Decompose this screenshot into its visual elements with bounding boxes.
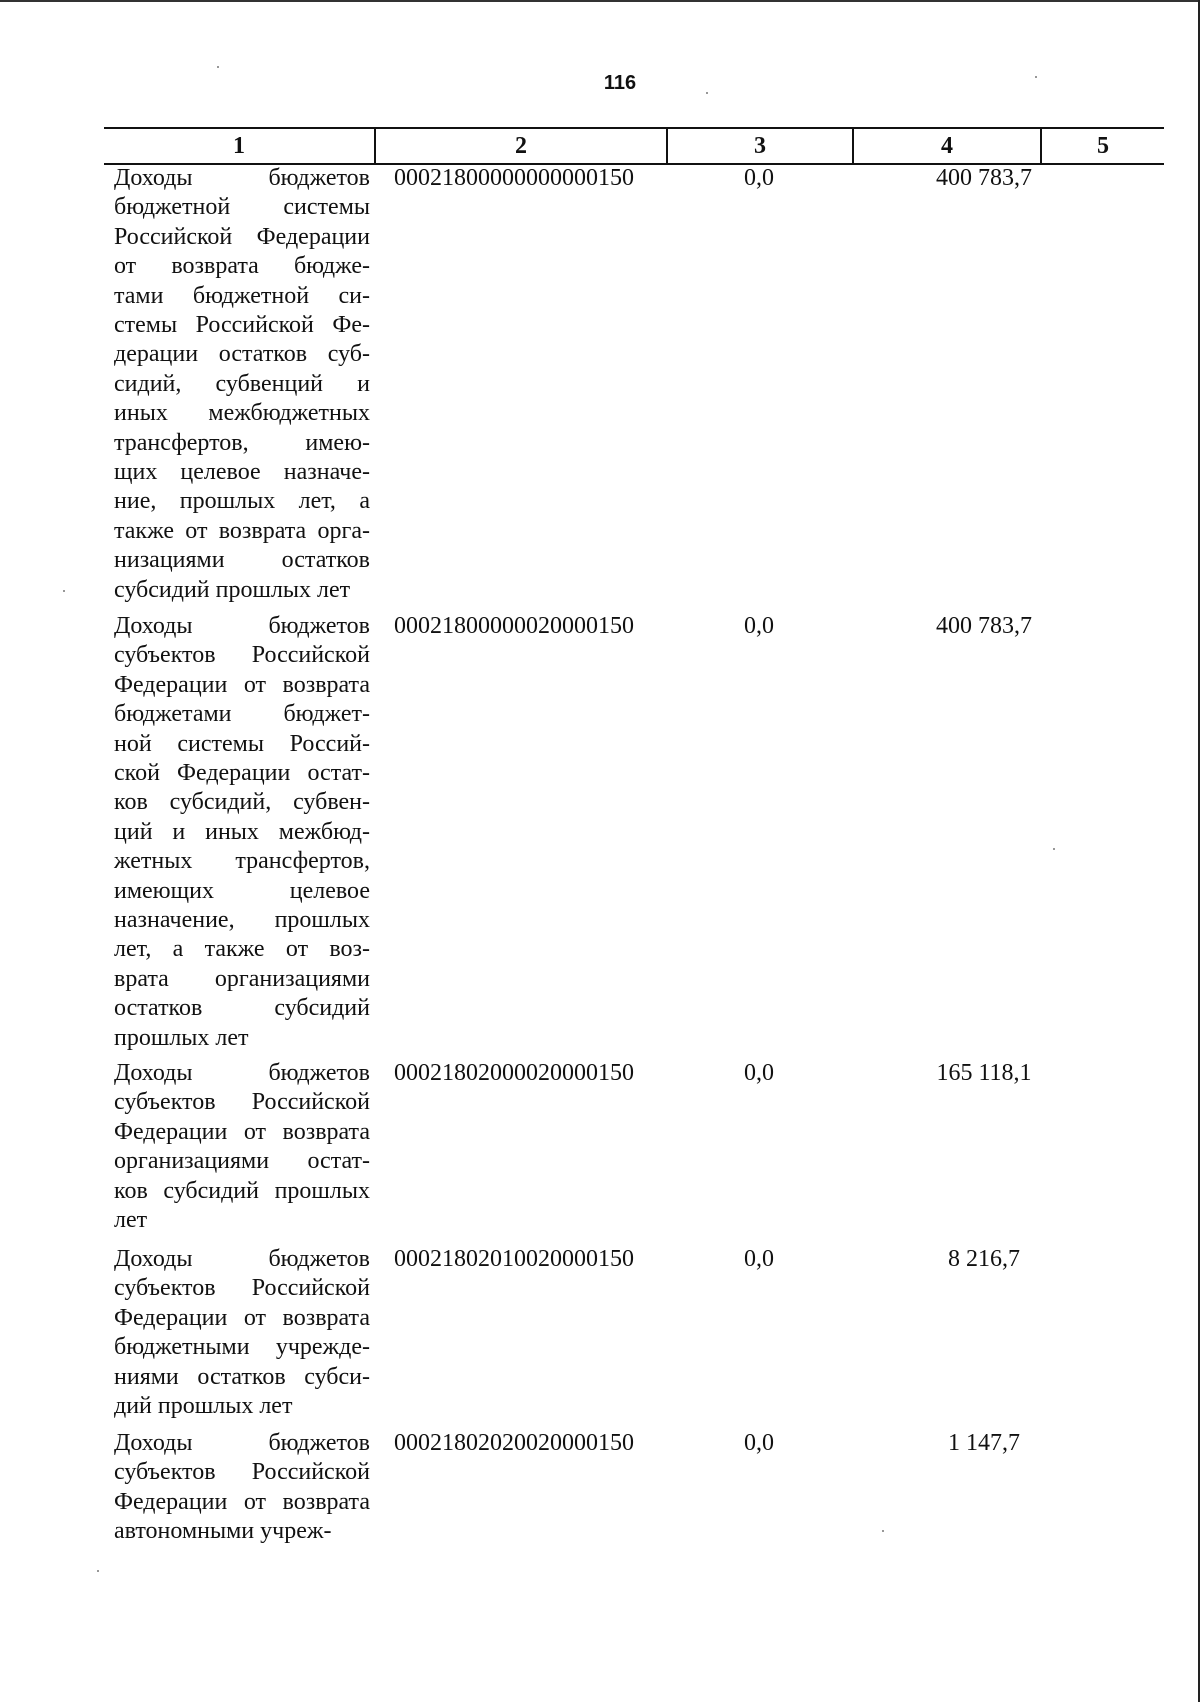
- scan-speck: [63, 590, 65, 592]
- row-description: [114, 612, 370, 1053]
- description-line: остатков субсидий: [114, 995, 370, 1022]
- header-col-3: 3: [754, 133, 766, 159]
- description-line: Федерации от возврата: [114, 671, 370, 698]
- description-line: врата организациями: [114, 965, 370, 992]
- row-budget-code: 00021802020020000150: [394, 1430, 634, 1456]
- row-col3-value: 0,0: [744, 613, 774, 639]
- description-line: низациями остатков: [114, 547, 370, 574]
- description-line: сидий, субвенций и: [114, 370, 370, 397]
- description-line: субъектов Российской: [114, 1089, 370, 1116]
- row-col3-value: 0,0: [744, 1246, 774, 1272]
- description-line: ской Федерации остат-: [114, 760, 370, 787]
- row-description: [114, 1059, 370, 1235]
- row-col4-value: 400 783,7: [936, 613, 1032, 639]
- description-line: иных межбюджетных: [114, 400, 370, 427]
- scan-speck: [882, 1530, 884, 1532]
- description-line: Доходы бюджетов: [114, 613, 370, 639]
- budget-table: [104, 127, 1164, 1545]
- description-line: ков субсидий прошлых: [114, 1177, 370, 1204]
- description-line: бюджетами бюджет-: [114, 701, 370, 728]
- description-line: субъектов Российской: [114, 642, 370, 669]
- description-line: трансфертов, имею-: [114, 429, 370, 456]
- scan-speck: [1035, 76, 1037, 78]
- description-line: Доходы бюджетов: [114, 1060, 370, 1086]
- description-line: жетных трансфертов,: [114, 848, 370, 875]
- description-line: дий прошлых лет: [114, 1393, 293, 1420]
- description-line: бюджетными учрежде-: [114, 1334, 370, 1361]
- description-line: стемы Российской Фе-: [114, 312, 370, 339]
- description-line: бюджетной системы: [114, 194, 370, 221]
- header-col-5: 5: [1097, 133, 1109, 159]
- description-line: Федерации от возврата: [114, 1488, 370, 1515]
- description-line: Доходы бюджетов: [114, 1246, 370, 1272]
- row-col4-value: 400 783,7: [936, 165, 1032, 191]
- row-col4-value: 8 216,7: [948, 1246, 1020, 1272]
- row-description: [114, 1245, 370, 1421]
- page-number: 116: [603, 72, 637, 94]
- description-line: ние, прошлых лет, а: [114, 488, 370, 515]
- description-line: лет, а также от воз-: [114, 936, 370, 963]
- description-line: лет: [114, 1207, 148, 1234]
- header-col-1: 1: [233, 133, 245, 159]
- row-col3-value: 0,0: [744, 1430, 774, 1456]
- row-budget-code: 00021802000020000150: [394, 1060, 634, 1086]
- description-line: от возврата бюдже-: [114, 253, 370, 280]
- scan-speck: [706, 92, 708, 94]
- description-line: Федерации от возврата: [114, 1304, 370, 1331]
- description-line: также от возврата орга-: [114, 517, 370, 544]
- description-line: тами бюджетной си-: [114, 282, 370, 309]
- row-description: [114, 1429, 370, 1547]
- description-line: Российской Федерации: [114, 223, 370, 250]
- description-line: ной системы Россий-: [114, 730, 370, 757]
- header-col-4: 4: [941, 133, 953, 159]
- row-budget-code: 00021800000020000150: [394, 613, 634, 639]
- row-budget-code: 00021802010020000150: [394, 1246, 634, 1272]
- description-line: организациями остат-: [114, 1148, 370, 1175]
- page-top-edge: [0, 0, 1200, 2]
- description-line: субъектов Российской: [114, 1275, 370, 1302]
- description-line: назначение, прошлых: [114, 907, 370, 934]
- description-line: автономными учреж-: [114, 1518, 332, 1545]
- row-col4-value: 165 118,1: [936, 1060, 1032, 1086]
- description-line: субъектов Российской: [114, 1459, 370, 1486]
- row-col4-value: 1 147,7: [948, 1430, 1020, 1456]
- description-line: имеющих целевое: [114, 877, 370, 904]
- description-line: Федерации от возврата: [114, 1118, 370, 1145]
- description-line: субсидий прошлых лет: [114, 576, 351, 603]
- row-description: [114, 164, 370, 605]
- description-line: щих целевое назначе-: [114, 459, 370, 486]
- description-line: ций и иных межбюд-: [114, 818, 370, 845]
- scan-speck: [1053, 848, 1055, 850]
- scan-speck: [97, 1570, 99, 1572]
- table-header-row: [104, 127, 1164, 165]
- description-line: прошлых лет: [114, 1024, 249, 1051]
- header-col-2: 2: [515, 133, 527, 159]
- description-line: дерации остатков суб-: [114, 341, 370, 368]
- description-line: ков субсидий, субвен-: [114, 789, 370, 816]
- description-line: ниями остатков субси-: [114, 1363, 370, 1390]
- description-line: Доходы бюджетов: [114, 1430, 370, 1456]
- row-budget-code: 00021800000000000150: [394, 165, 634, 191]
- row-col3-value: 0,0: [744, 165, 774, 191]
- scan-speck: [217, 66, 219, 68]
- description-line: Доходы бюджетов: [114, 165, 370, 191]
- row-col3-value: 0,0: [744, 1060, 774, 1086]
